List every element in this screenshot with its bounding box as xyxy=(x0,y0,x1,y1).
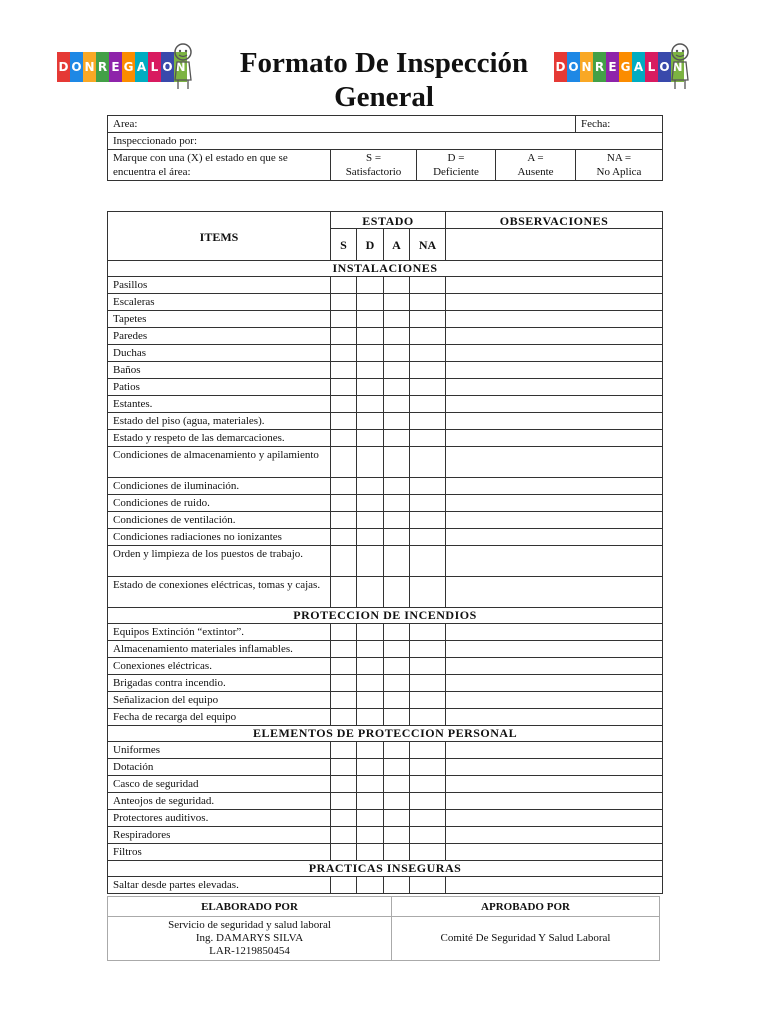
observaciones-cell[interactable] xyxy=(446,345,663,362)
observaciones-cell[interactable] xyxy=(446,362,663,379)
section-title: INSTALACIONES xyxy=(108,261,663,277)
estado-cell-s[interactable] xyxy=(331,529,357,546)
estado-cell-na[interactable] xyxy=(410,311,446,328)
estado-cell-s[interactable] xyxy=(331,430,357,447)
estado-cell-d[interactable] xyxy=(357,294,384,311)
estado-cell-na[interactable] xyxy=(410,844,446,861)
item-label: Condiciones de ventilación. xyxy=(108,512,331,529)
estado-cell-s[interactable] xyxy=(331,658,357,675)
estado-cell-na[interactable] xyxy=(410,345,446,362)
estado-cell-na[interactable] xyxy=(410,379,446,396)
estado-cell-na[interactable] xyxy=(410,810,446,827)
estado-cell-na[interactable] xyxy=(410,478,446,495)
estado-cell-a[interactable] xyxy=(384,379,410,396)
table-row xyxy=(108,844,663,861)
logo-letter: R xyxy=(593,52,606,82)
estado-cell-d[interactable] xyxy=(357,362,384,379)
observaciones-cell[interactable] xyxy=(446,793,663,810)
estado-cell-s[interactable] xyxy=(331,776,357,793)
estado-cell-a[interactable] xyxy=(384,345,410,362)
estado-cell-d[interactable] xyxy=(357,692,384,709)
estado-cell-s[interactable] xyxy=(331,379,357,396)
estado-cell-a[interactable] xyxy=(384,413,410,430)
estado-cell-na[interactable] xyxy=(410,447,446,478)
table-row xyxy=(108,277,663,294)
table-row xyxy=(108,478,663,495)
observaciones-cell[interactable] xyxy=(446,294,663,311)
observaciones-header-blank xyxy=(446,229,663,261)
estado-cell-s[interactable] xyxy=(331,827,357,844)
item-label: Estado del piso (agua, materiales). xyxy=(108,413,331,430)
observaciones-cell[interactable] xyxy=(446,844,663,861)
item-label: Fecha de recarga del equipo xyxy=(108,709,331,726)
estado-cell-s[interactable] xyxy=(331,546,357,577)
table-row xyxy=(108,692,663,709)
observaciones-cell[interactable] xyxy=(446,759,663,776)
estado-cell-d[interactable] xyxy=(357,844,384,861)
observaciones-cell[interactable] xyxy=(446,877,663,894)
estado-cell-s[interactable] xyxy=(331,742,357,759)
title-line-2: General xyxy=(334,81,434,113)
estado-cell-d[interactable] xyxy=(357,877,384,894)
estado-cell-na[interactable] xyxy=(410,692,446,709)
logo-letter: E xyxy=(109,52,122,82)
table-row xyxy=(108,495,663,512)
logo-letter: E xyxy=(606,52,619,82)
estado-cell-na[interactable] xyxy=(410,277,446,294)
estado-cell-na[interactable] xyxy=(410,793,446,810)
estado-cell-na[interactable] xyxy=(410,709,446,726)
estado-cell-d[interactable] xyxy=(357,529,384,546)
item-label: Protectores auditivos. xyxy=(108,810,331,827)
observaciones-cell[interactable] xyxy=(446,577,663,608)
estado-cell-na[interactable] xyxy=(410,495,446,512)
item-label: Escaleras xyxy=(108,294,331,311)
estado-cell-a[interactable] xyxy=(384,877,410,894)
estado-cell-a[interactable] xyxy=(384,430,410,447)
estado-cell-na[interactable] xyxy=(410,413,446,430)
table-row xyxy=(108,742,663,759)
item-label: Condiciones de ruido. xyxy=(108,495,331,512)
estado-cell-na[interactable] xyxy=(410,827,446,844)
logo-letter: D xyxy=(57,52,70,82)
estado-cell-d[interactable] xyxy=(357,447,384,478)
logo-letter: A xyxy=(632,52,645,82)
estado-cell-d[interactable] xyxy=(357,641,384,658)
inspeccionado-label: Inspeccionado por: xyxy=(113,135,197,147)
estado-cell-s[interactable] xyxy=(331,328,357,345)
estado-cell-s[interactable] xyxy=(331,362,357,379)
estado-cell-d[interactable] xyxy=(357,396,384,413)
estado-cell-d[interactable] xyxy=(357,546,384,577)
estado-cell-s[interactable] xyxy=(331,495,357,512)
item-label: Condiciones de iluminación. xyxy=(108,478,331,495)
estado-cell-s[interactable] xyxy=(331,709,357,726)
table-row xyxy=(108,379,663,396)
estado-cell-d[interactable] xyxy=(357,759,384,776)
table-row xyxy=(108,413,663,430)
item-label: Duchas xyxy=(108,345,331,362)
section-title: PRACTICAS INSEGURAS xyxy=(108,861,663,877)
fecha-label: Fecha: xyxy=(581,118,611,130)
elaborado-line: Ing. DAMARYS SILVA xyxy=(195,932,304,944)
estado-cell-na[interactable] xyxy=(410,294,446,311)
signature-table xyxy=(107,896,660,961)
aprobado-header: APROBADO POR xyxy=(392,897,660,917)
estado-cell-d[interactable] xyxy=(357,345,384,362)
inspeccionado-field[interactable] xyxy=(108,133,663,150)
estado-col-a: A xyxy=(384,229,410,261)
elaborado-header: ELABORADO POR xyxy=(108,897,392,917)
estado-cell-s[interactable] xyxy=(331,478,357,495)
estado-cell-a[interactable] xyxy=(384,709,410,726)
estado-cell-s[interactable] xyxy=(331,692,357,709)
table-row xyxy=(108,709,663,726)
logo-letter: N xyxy=(671,52,684,82)
observaciones-cell[interactable] xyxy=(446,413,663,430)
logo-letter: O xyxy=(70,52,83,82)
estado-cell-a[interactable] xyxy=(384,759,410,776)
estado-cell-d[interactable] xyxy=(357,675,384,692)
mascot-icon xyxy=(668,42,692,92)
table-row xyxy=(108,877,663,894)
observaciones-header: OBSERVACIONES xyxy=(446,212,663,229)
estado-cell-a[interactable] xyxy=(384,328,410,345)
estado-cell-na[interactable] xyxy=(410,641,446,658)
estado-cell-d[interactable] xyxy=(357,413,384,430)
item-label: Patios xyxy=(108,379,331,396)
table-row xyxy=(108,294,663,311)
item-label: Condiciones de almacenamiento y apilamiento xyxy=(108,447,331,478)
estado-cell-s[interactable] xyxy=(331,396,357,413)
legend-d xyxy=(417,150,496,181)
estado-cell-na[interactable] xyxy=(410,624,446,641)
table-row xyxy=(108,624,663,641)
table-row xyxy=(108,396,663,413)
logo-letter: L xyxy=(148,52,161,82)
legend-na xyxy=(576,150,663,181)
items-header: ITEMS xyxy=(108,212,331,261)
item-label: Brigadas contra incendio. xyxy=(108,675,331,692)
estado-cell-a[interactable] xyxy=(384,478,410,495)
item-label: Equipos Extinción “extintor”. xyxy=(108,624,331,641)
elaborado-line: Servicio de seguridad y salud laboral xyxy=(168,919,331,931)
estado-cell-d[interactable] xyxy=(357,742,384,759)
estado-cell-a[interactable] xyxy=(384,294,410,311)
estado-cell-a[interactable] xyxy=(384,495,410,512)
logo-letter: N xyxy=(174,52,187,82)
table-row xyxy=(108,577,663,608)
legend-meaning: Ausente xyxy=(517,166,554,178)
estado-cell-a[interactable] xyxy=(384,512,410,529)
estado-cell-a[interactable] xyxy=(384,277,410,294)
estado-cell-d[interactable] xyxy=(357,495,384,512)
legend-code: D = xyxy=(447,152,465,164)
table-row xyxy=(108,328,663,345)
estado-cell-s[interactable] xyxy=(331,345,357,362)
logo-wordmark xyxy=(554,52,684,82)
observaciones-cell[interactable] xyxy=(446,379,663,396)
table-row xyxy=(108,827,663,844)
estado-cell-s[interactable] xyxy=(331,577,357,608)
observaciones-cell[interactable] xyxy=(446,328,663,345)
logo-letter: O xyxy=(567,52,580,82)
estado-cell-na[interactable] xyxy=(410,776,446,793)
item-label: Respiradores xyxy=(108,827,331,844)
estado-cell-d[interactable] xyxy=(357,810,384,827)
estado-cell-na[interactable] xyxy=(410,529,446,546)
legend-s xyxy=(331,150,417,181)
estado-cell-a[interactable] xyxy=(384,675,410,692)
item-label: Almacenamiento materiales inflamables. xyxy=(108,641,331,658)
donregalon-logo-left xyxy=(57,42,193,96)
estado-cell-a[interactable] xyxy=(384,658,410,675)
estado-col-na: NA xyxy=(410,229,446,261)
table-row xyxy=(108,447,663,478)
logo-letter: L xyxy=(645,52,658,82)
table-row xyxy=(108,776,663,793)
item-label: Baños xyxy=(108,362,331,379)
observaciones-cell[interactable] xyxy=(446,447,663,478)
estado-col-s: S xyxy=(331,229,357,261)
elaborado-line: LAR-1219850454 xyxy=(209,945,290,957)
estado-cell-s[interactable] xyxy=(331,675,357,692)
logo-letter: N xyxy=(83,52,96,82)
estado-cell-a[interactable] xyxy=(384,577,410,608)
estado-cell-na[interactable] xyxy=(410,759,446,776)
observaciones-cell[interactable] xyxy=(446,512,663,529)
inspection-header-table xyxy=(107,115,663,181)
item-label: Orden y limpieza de los puestos de trabajo. xyxy=(108,546,331,577)
estado-cell-d[interactable] xyxy=(357,512,384,529)
observaciones-cell[interactable] xyxy=(446,709,663,726)
table-row xyxy=(108,546,663,577)
estado-cell-na[interactable] xyxy=(410,658,446,675)
estado-cell-d[interactable] xyxy=(357,709,384,726)
observaciones-cell[interactable] xyxy=(446,776,663,793)
observaciones-cell[interactable] xyxy=(446,495,663,512)
estado-cell-na[interactable] xyxy=(410,742,446,759)
observaciones-cell[interactable] xyxy=(446,478,663,495)
area-label: Area: xyxy=(113,118,138,130)
estado-cell-a[interactable] xyxy=(384,827,410,844)
estado-cell-d[interactable] xyxy=(357,827,384,844)
item-label: Anteojos de seguridad. xyxy=(108,793,331,810)
elaborado-cell xyxy=(108,917,392,961)
estado-cell-d[interactable] xyxy=(357,379,384,396)
estado-cell-s[interactable] xyxy=(331,793,357,810)
table-row xyxy=(108,759,663,776)
inspection-checklist-table xyxy=(107,211,663,894)
estado-cell-a[interactable] xyxy=(384,776,410,793)
estado-cell-d[interactable] xyxy=(357,793,384,810)
estado-cell-s[interactable] xyxy=(331,641,357,658)
legend-code: A = xyxy=(527,152,544,164)
estado-cell-s[interactable] xyxy=(331,512,357,529)
legend-meaning: Deficiente xyxy=(433,166,479,178)
observaciones-cell[interactable] xyxy=(446,396,663,413)
item-label: Dotación xyxy=(108,759,331,776)
estado-cell-d[interactable] xyxy=(357,277,384,294)
estado-cell-a[interactable] xyxy=(384,641,410,658)
estado-cell-s[interactable] xyxy=(331,877,357,894)
fecha-field[interactable] xyxy=(576,116,663,133)
estado-cell-a[interactable] xyxy=(384,447,410,478)
table-row xyxy=(108,430,663,447)
observaciones-cell[interactable] xyxy=(446,641,663,658)
estado-cell-na[interactable] xyxy=(410,512,446,529)
estado-cell-na[interactable] xyxy=(410,546,446,577)
estado-cell-a[interactable] xyxy=(384,311,410,328)
item-label: Señalizacion del equipo xyxy=(108,692,331,709)
estado-cell-d[interactable] xyxy=(357,624,384,641)
estado-cell-a[interactable] xyxy=(384,529,410,546)
estado-cell-d[interactable] xyxy=(357,478,384,495)
logo-letter: A xyxy=(135,52,148,82)
table-row xyxy=(108,311,663,328)
item-label: Tapetes xyxy=(108,311,331,328)
item-label: Uniformes xyxy=(108,742,331,759)
observaciones-cell[interactable] xyxy=(446,742,663,759)
estado-cell-s[interactable] xyxy=(331,759,357,776)
estado-cell-d[interactable] xyxy=(357,577,384,608)
estado-cell-a[interactable] xyxy=(384,624,410,641)
estado-cell-d[interactable] xyxy=(357,328,384,345)
instruction-text: Marque con una (X) el estado en que se encuentra el área: xyxy=(108,150,331,181)
item-label: Estantes. xyxy=(108,396,331,413)
section-title: ELEMENTOS DE PROTECCION PERSONAL xyxy=(108,726,663,742)
item-label: Saltar desde partes elevadas. xyxy=(108,877,331,894)
logo-letter: R xyxy=(96,52,109,82)
donregalon-logo-right xyxy=(554,42,690,96)
estado-cell-a[interactable] xyxy=(384,692,410,709)
estado-cell-d[interactable] xyxy=(357,430,384,447)
estado-cell-na[interactable] xyxy=(410,675,446,692)
area-field[interactable] xyxy=(108,116,576,133)
item-label: Condiciones radiaciones no ionizantes xyxy=(108,529,331,546)
item-label: Estado y respeto de las demarcaciones. xyxy=(108,430,331,447)
table-row xyxy=(108,810,663,827)
observaciones-cell[interactable] xyxy=(446,311,663,328)
estado-cell-s[interactable] xyxy=(331,624,357,641)
page-title xyxy=(200,46,568,114)
table-row xyxy=(108,512,663,529)
estado-cell-na[interactable] xyxy=(410,362,446,379)
aprobado-cell: Comité De Seguridad Y Salud Laboral xyxy=(392,917,660,961)
estado-cell-d[interactable] xyxy=(357,776,384,793)
estado-cell-na[interactable] xyxy=(410,328,446,345)
estado-cell-a[interactable] xyxy=(384,362,410,379)
observaciones-cell[interactable] xyxy=(446,624,663,641)
table-row xyxy=(108,658,663,675)
estado-cell-na[interactable] xyxy=(410,430,446,447)
title-line-1: Formato De Inspección xyxy=(239,47,529,79)
estado-cell-s[interactable] xyxy=(331,277,357,294)
legend-a xyxy=(496,150,576,181)
legend-meaning: Satisfactorio xyxy=(345,166,402,178)
legend-code: S = xyxy=(365,152,382,164)
estado-col-d: D xyxy=(357,229,384,261)
logo-letter: G xyxy=(122,52,135,82)
item-label: Conexiones eléctricas. xyxy=(108,658,331,675)
observaciones-cell[interactable] xyxy=(446,529,663,546)
observaciones-cell[interactable] xyxy=(446,810,663,827)
estado-cell-na[interactable] xyxy=(410,577,446,608)
estado-cell-d[interactable] xyxy=(357,658,384,675)
estado-cell-s[interactable] xyxy=(331,447,357,478)
table-row xyxy=(108,362,663,379)
item-label: Estado de conexiones eléctricas, tomas y cajas. xyxy=(108,577,331,608)
estado-cell-s[interactable] xyxy=(331,413,357,430)
logo-letter: N xyxy=(580,52,593,82)
estado-cell-a[interactable] xyxy=(384,546,410,577)
observaciones-cell[interactable] xyxy=(446,692,663,709)
item-label: Paredes xyxy=(108,328,331,345)
table-row xyxy=(108,641,663,658)
item-label: Filtros xyxy=(108,844,331,861)
legend-code: NA = xyxy=(606,152,632,164)
logo-letter: O xyxy=(658,52,671,82)
estado-header: ESTADO xyxy=(331,212,446,229)
estado-cell-a[interactable] xyxy=(384,810,410,827)
item-label: Pasillos xyxy=(108,277,331,294)
item-label: Casco de seguridad xyxy=(108,776,331,793)
section-title: PROTECCION DE INCENDIOS xyxy=(108,608,663,624)
table-row xyxy=(108,529,663,546)
table-row xyxy=(108,675,663,692)
estado-cell-s[interactable] xyxy=(331,810,357,827)
estado-cell-na[interactable] xyxy=(410,877,446,894)
logo-letter: O xyxy=(161,52,174,82)
mascot-icon xyxy=(171,42,195,92)
estado-cell-a[interactable] xyxy=(384,793,410,810)
estado-cell-s[interactable] xyxy=(331,294,357,311)
estado-cell-d[interactable] xyxy=(357,311,384,328)
observaciones-cell[interactable] xyxy=(446,277,663,294)
estado-cell-s[interactable] xyxy=(331,311,357,328)
observaciones-cell[interactable] xyxy=(446,675,663,692)
estado-cell-a[interactable] xyxy=(384,742,410,759)
observaciones-cell[interactable] xyxy=(446,827,663,844)
logo-letter: D xyxy=(554,52,567,82)
observaciones-cell[interactable] xyxy=(446,546,663,577)
estado-cell-na[interactable] xyxy=(410,396,446,413)
logo-letter: G xyxy=(619,52,632,82)
observaciones-cell[interactable] xyxy=(446,430,663,447)
estado-cell-a[interactable] xyxy=(384,844,410,861)
observaciones-cell[interactable] xyxy=(446,658,663,675)
legend-meaning: No Aplica xyxy=(596,166,642,178)
estado-cell-s[interactable] xyxy=(331,844,357,861)
table-row xyxy=(108,793,663,810)
table-row xyxy=(108,345,663,362)
estado-cell-a[interactable] xyxy=(384,396,410,413)
logo-wordmark xyxy=(57,52,187,82)
